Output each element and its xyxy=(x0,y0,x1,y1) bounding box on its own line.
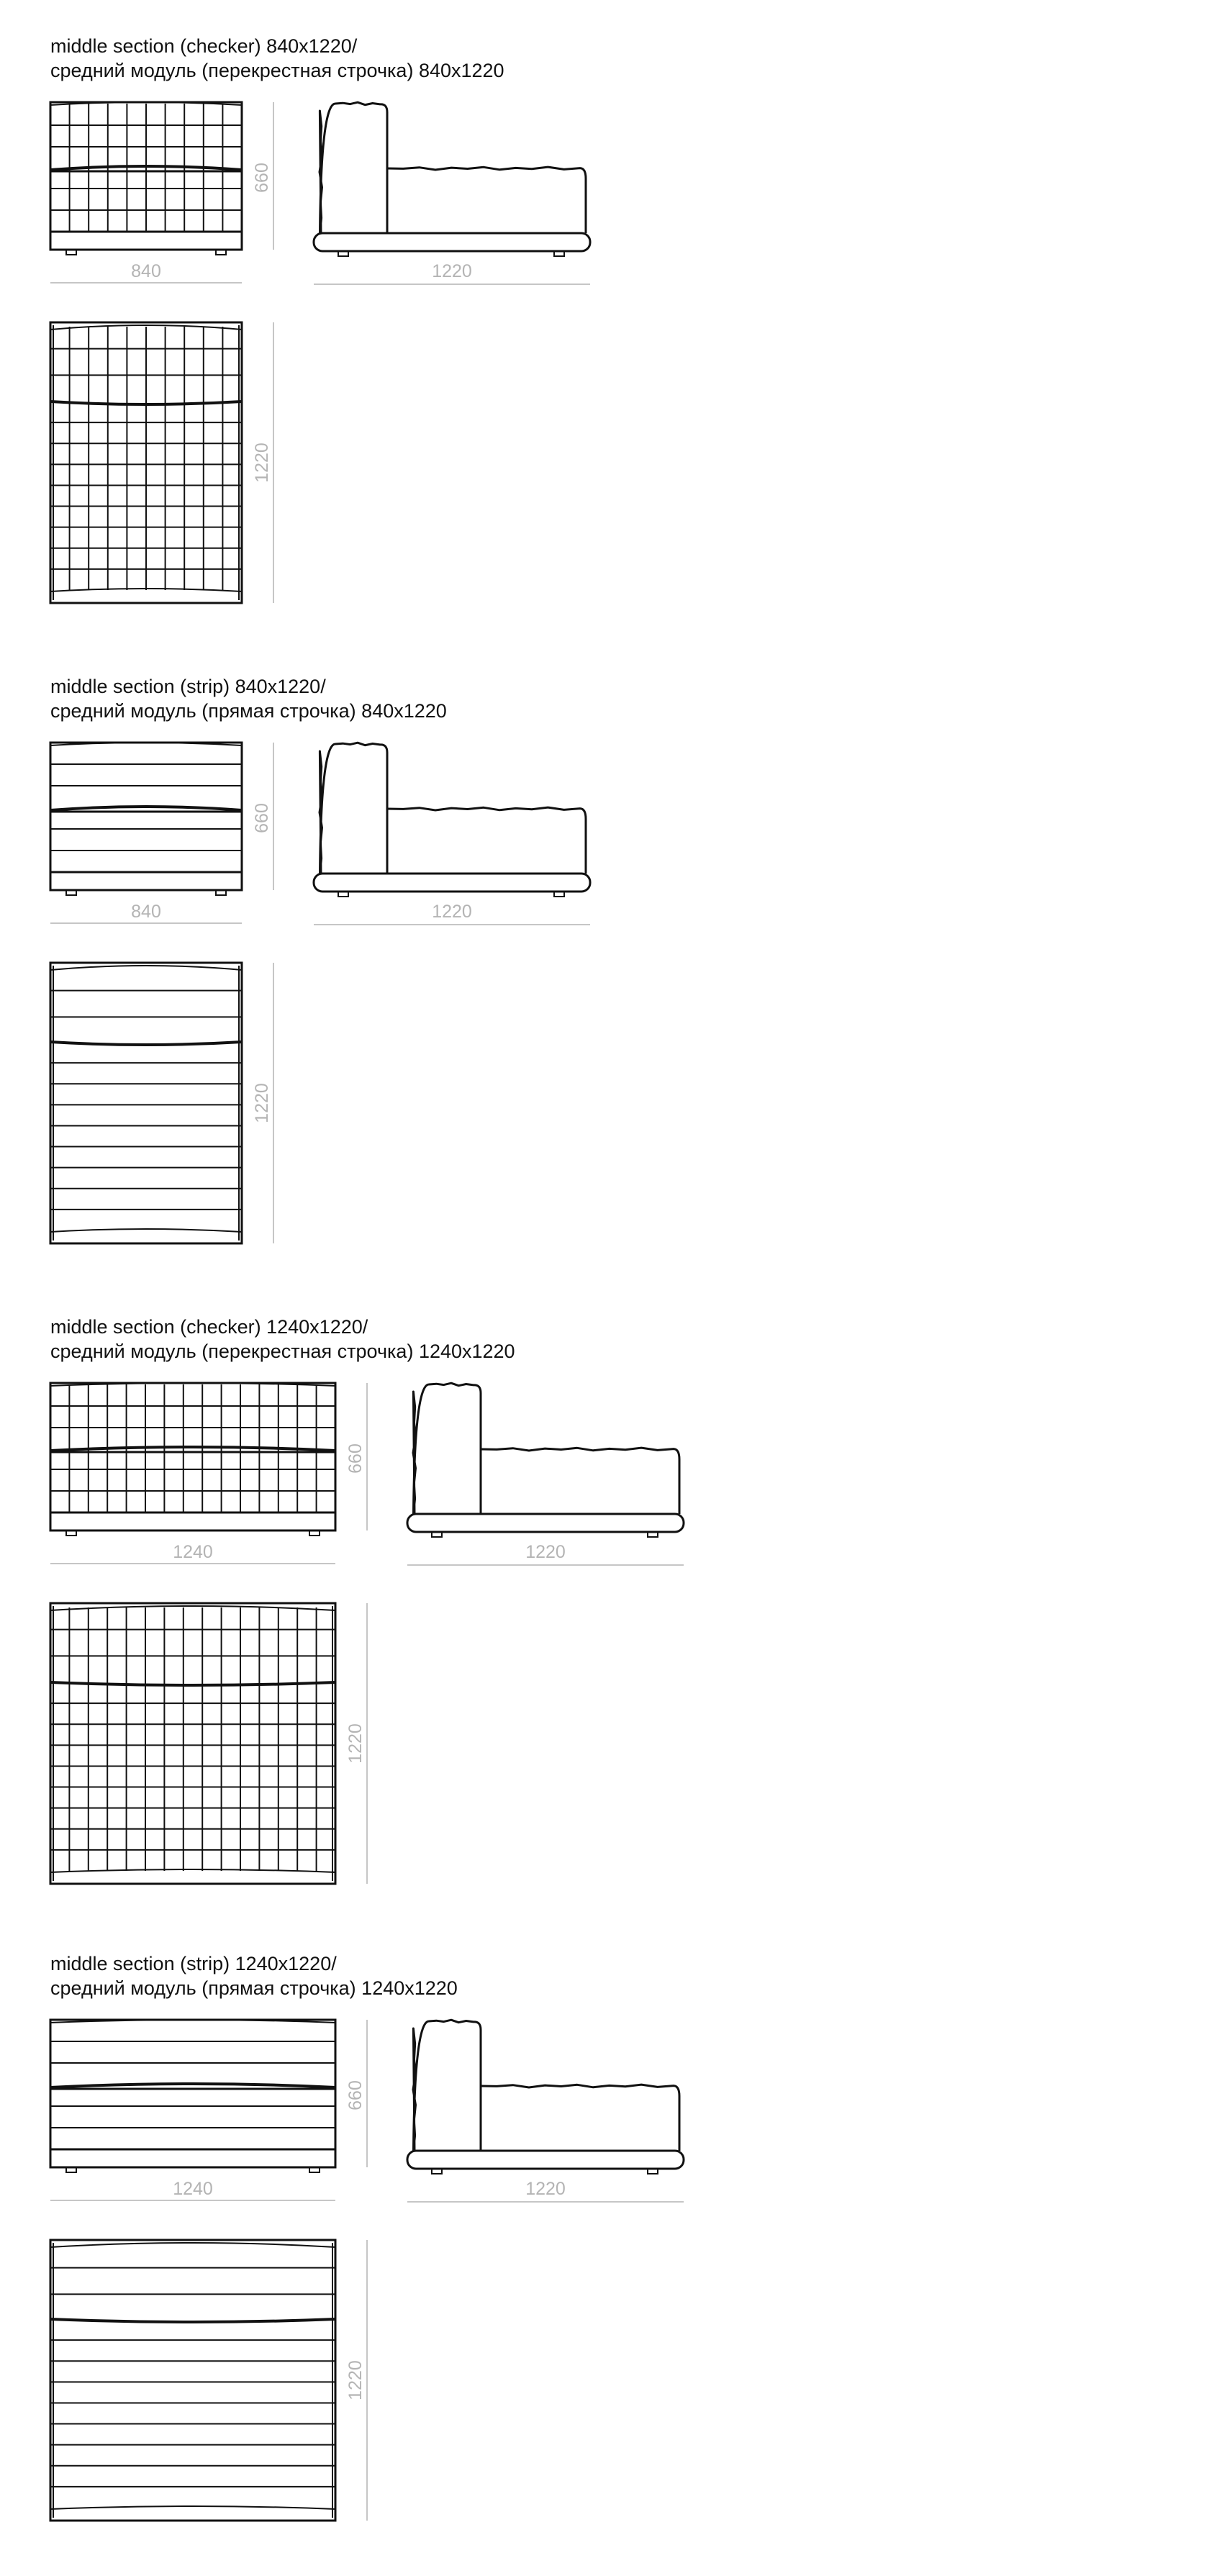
side-base xyxy=(314,874,590,892)
base-plinth xyxy=(50,872,242,890)
side-base xyxy=(314,233,590,251)
side-backrest xyxy=(413,1383,481,1514)
section-4 xyxy=(50,1953,684,2521)
section-title-line2: средний модуль (перекрестная строчка) 840x1220 xyxy=(50,60,504,81)
side-depth-dimension-label: 1220 xyxy=(432,261,472,281)
seat-top-curve xyxy=(50,1447,335,1451)
top-back-curve xyxy=(50,966,242,970)
top-view xyxy=(50,1603,335,1884)
top-depth-dimension-label: 1220 xyxy=(252,1083,272,1123)
width-dimension-label: 1240 xyxy=(173,1542,213,1562)
section-3 xyxy=(50,1316,684,1884)
section-2 xyxy=(50,676,590,1243)
seat-top-curve xyxy=(50,2084,335,2087)
section-title-line1: middle section (checker) 840x1220/ xyxy=(50,35,358,57)
front-view xyxy=(50,1383,335,1536)
base-plinth xyxy=(50,232,242,250)
base-plinth xyxy=(50,1513,335,1530)
section-title-line1: middle section (checker) 1240x1220/ xyxy=(50,1316,368,1338)
side-view xyxy=(407,1383,684,1565)
top-outline xyxy=(50,1603,335,1884)
side-backrest xyxy=(320,743,387,874)
side-seat-cushion xyxy=(481,2085,679,2151)
top-back-curve xyxy=(50,2243,335,2247)
front-view xyxy=(50,2020,335,2172)
side-seat-cushion xyxy=(481,1448,679,1514)
top-outline xyxy=(50,2240,335,2521)
side-depth-dimension-label: 1220 xyxy=(525,1542,566,1562)
side-view xyxy=(314,102,590,284)
side-seat-cushion xyxy=(387,167,586,233)
section-title-line2: средний модуль (перекрестная строчка) 1240x1220 xyxy=(50,1341,515,1362)
top-depth-dimension-label: 1220 xyxy=(252,443,272,483)
top-view xyxy=(50,963,242,1243)
width-dimension-label: 840 xyxy=(131,261,161,281)
backrest-outline xyxy=(50,1383,335,1452)
height-dimension-label: 660 xyxy=(345,2080,366,2110)
top-back-divider xyxy=(50,1042,242,1045)
section-title-line1: middle section (strip) 1240x1220/ xyxy=(50,1953,337,1974)
side-view xyxy=(314,743,590,925)
side-backrest xyxy=(320,102,387,233)
top-back-divider xyxy=(50,1682,335,1685)
section-title-line1: middle section (strip) 840x1220/ xyxy=(50,676,326,697)
side-base xyxy=(407,1514,684,1532)
top-front-curve xyxy=(50,2506,335,2509)
section-title-line2: средний модуль (прямая строчка) 1240x1220 xyxy=(50,1977,458,1999)
base-plinth xyxy=(50,2149,335,2167)
height-dimension-label: 660 xyxy=(252,163,272,193)
seat-top-curve xyxy=(50,807,242,810)
side-view xyxy=(407,2020,684,2202)
section-title-line2: средний модуль (прямая строчка) 840x1220 xyxy=(50,700,447,722)
side-base xyxy=(407,2151,684,2169)
top-front-curve xyxy=(50,1869,335,1872)
top-depth-dimension-label: 1220 xyxy=(345,1723,366,1764)
top-view xyxy=(50,2240,335,2521)
top-depth-dimension-label: 1220 xyxy=(345,2360,366,2400)
top-outline xyxy=(50,963,242,1243)
side-seat-cushion xyxy=(387,807,586,874)
front-view xyxy=(50,743,242,895)
width-dimension-label: 1240 xyxy=(173,2179,213,2199)
height-dimension-label: 660 xyxy=(345,1443,366,1474)
side-backrest xyxy=(413,2020,481,2151)
side-depth-dimension-label: 1220 xyxy=(432,902,472,922)
backrest-outline xyxy=(50,743,242,812)
top-view xyxy=(50,322,242,603)
top-front-curve xyxy=(50,1229,242,1232)
top-back-curve xyxy=(50,1606,335,1610)
side-depth-dimension-label: 1220 xyxy=(525,2179,566,2199)
top-back-divider xyxy=(50,2319,335,2322)
front-view xyxy=(50,102,242,255)
backrest-outline xyxy=(50,2020,335,2089)
section-1 xyxy=(50,35,590,603)
height-dimension-label: 660 xyxy=(252,803,272,833)
width-dimension-label: 840 xyxy=(131,902,161,922)
